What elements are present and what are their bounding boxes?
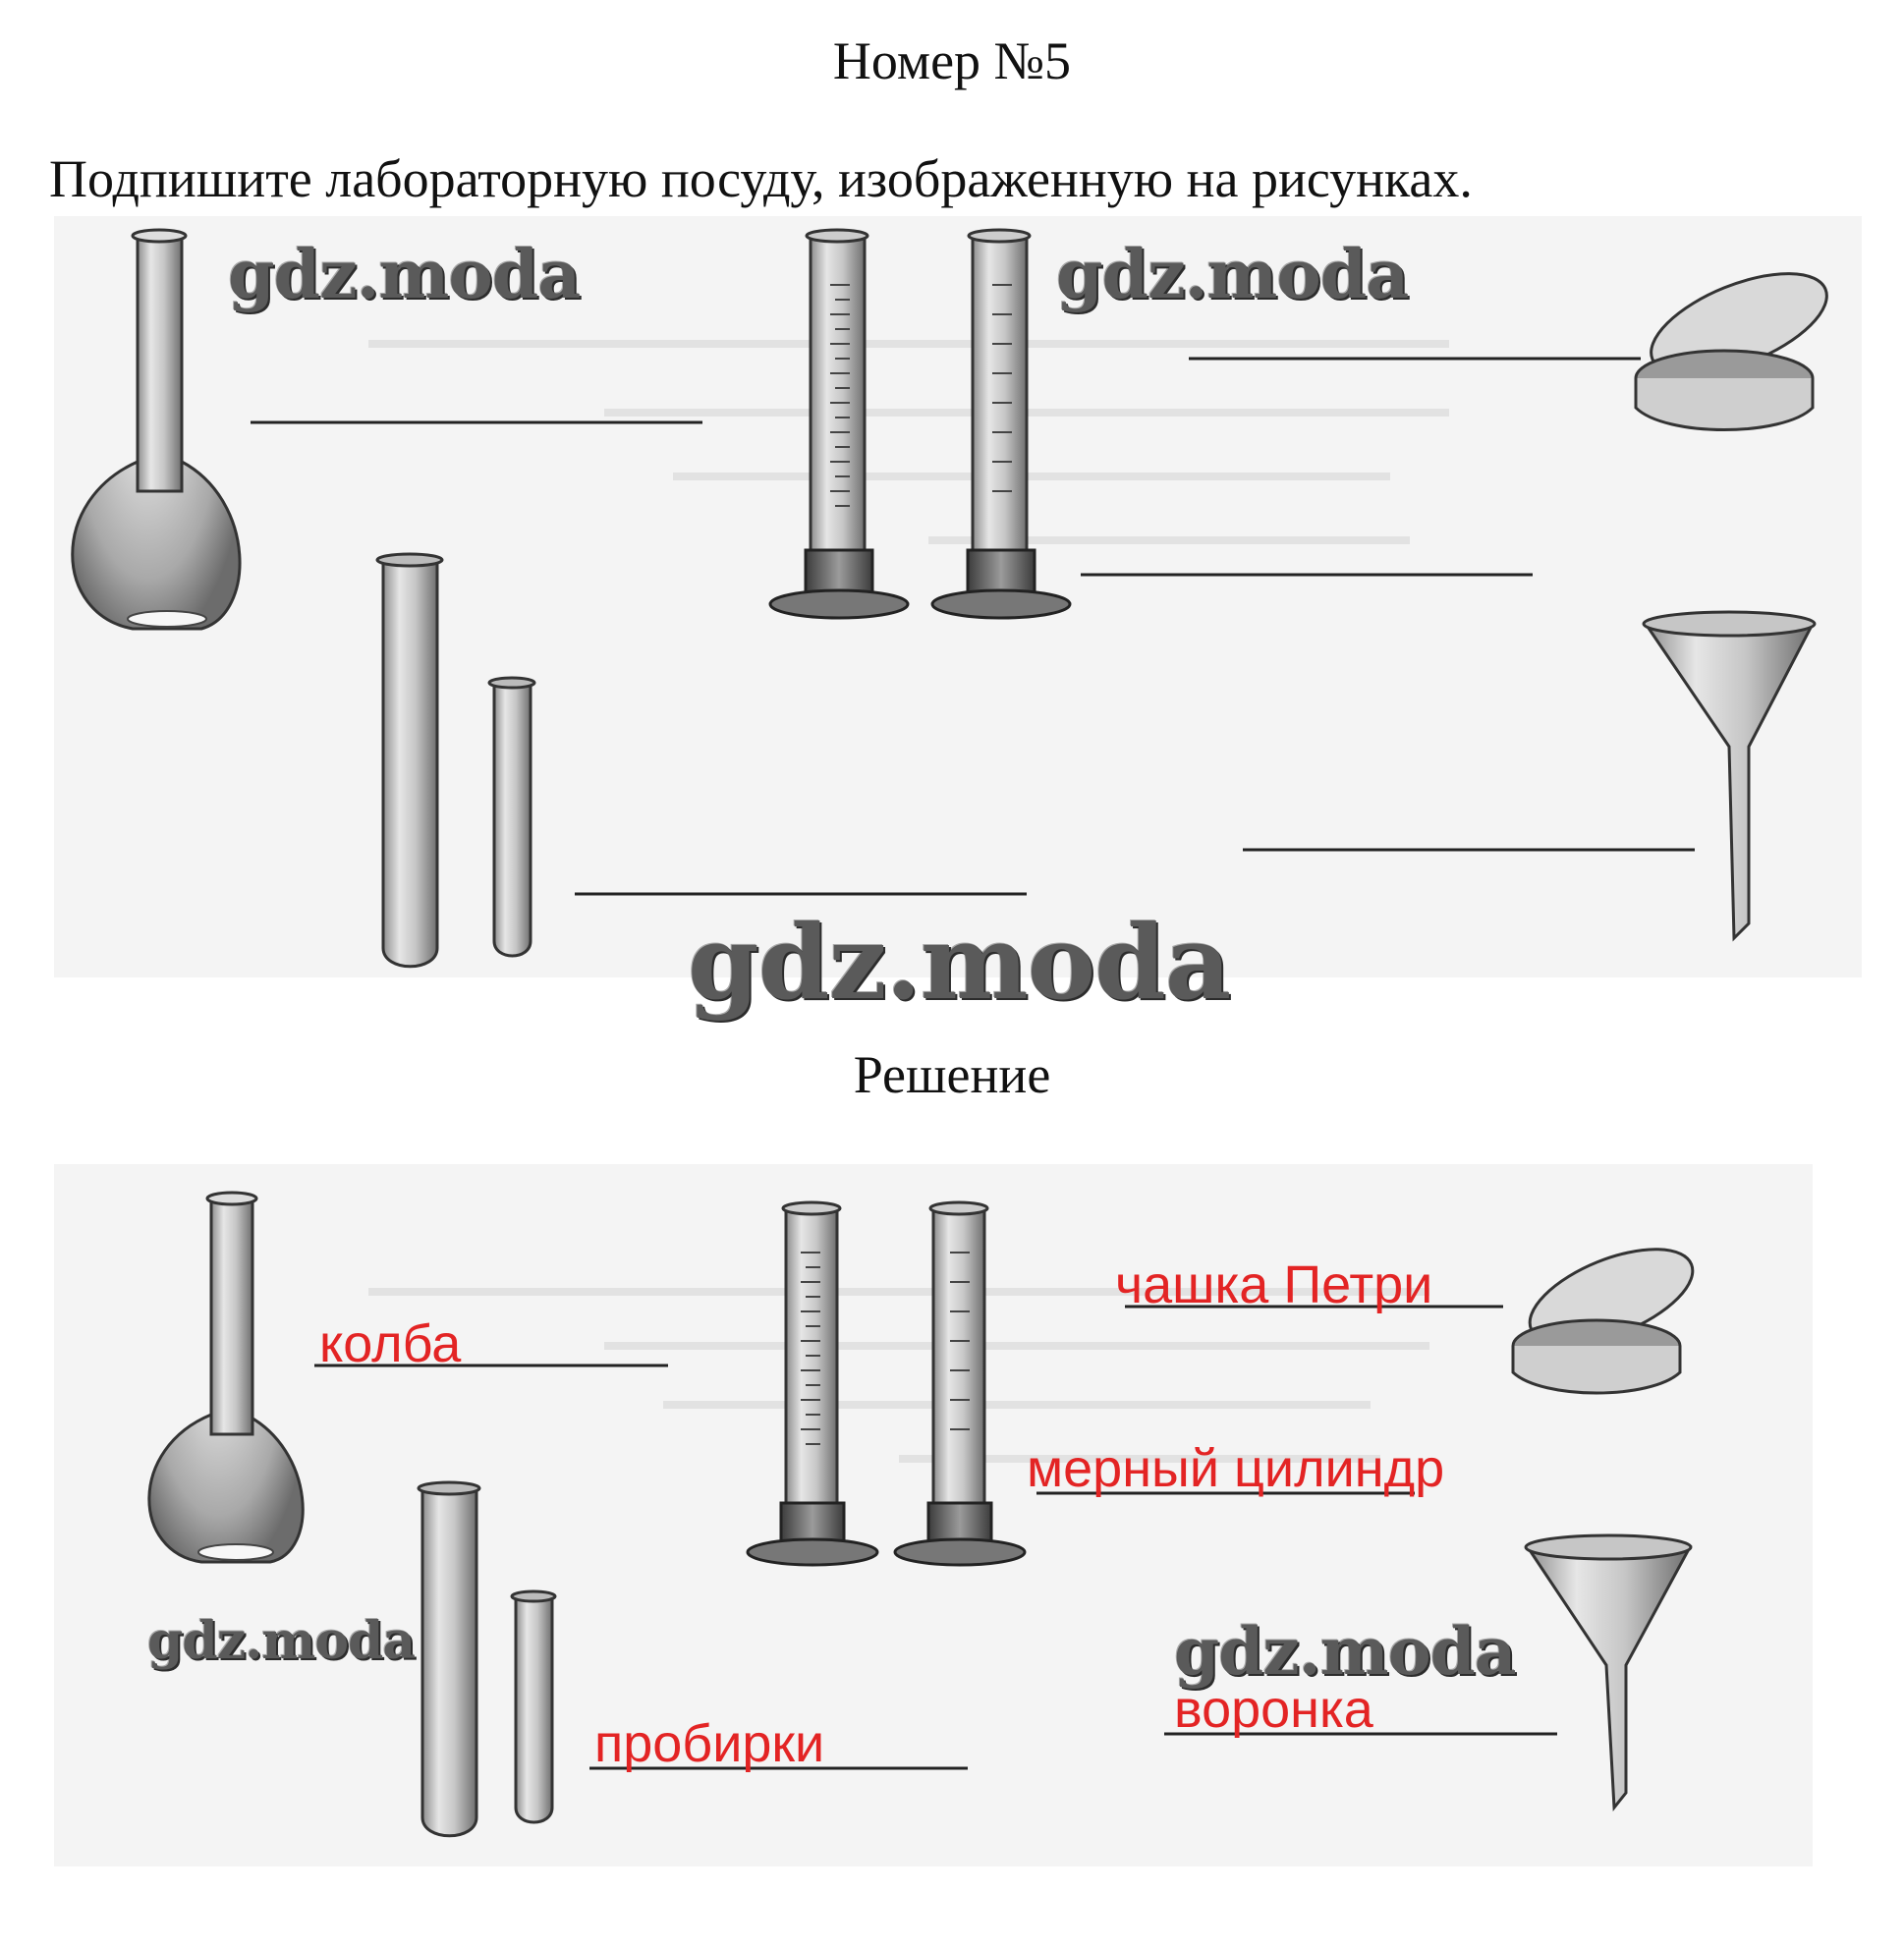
measuring-cylinder-icon — [748, 1202, 877, 1565]
answer-funnel: воронка — [1174, 1680, 1373, 1739]
watermark: gdz.moda — [1056, 236, 1409, 314]
watermark: gdz.moda — [228, 236, 581, 314]
watermark: gdz.moda — [688, 902, 1231, 1023]
measuring-cylinder-icon — [932, 230, 1070, 618]
answer-petri-dish: чашка Петри — [1115, 1255, 1433, 1314]
test-tube-icon — [512, 1591, 555, 1822]
measuring-cylinder-icon — [770, 230, 908, 618]
answer-flask: колба — [319, 1314, 462, 1373]
task-text: Подпишите лабораторную посуду, изображенную на рисунках. — [49, 149, 1473, 208]
funnel-icon — [1644, 612, 1815, 938]
measuring-cylinder-icon — [895, 1202, 1025, 1565]
watermark: gdz.moda — [147, 1611, 416, 1671]
test-tube-icon — [489, 678, 534, 956]
page-title: Номер №5 — [832, 31, 1072, 90]
task-figure — [54, 216, 1862, 977]
solution-title: Решение — [853, 1045, 1051, 1104]
answer-test-tubes: пробирки — [594, 1714, 825, 1773]
answer-measuring-cylinder: мерный цилиндр — [1027, 1439, 1445, 1498]
petri-dish-icon — [1513, 1230, 1706, 1393]
test-tube-icon — [377, 554, 442, 967]
funnel-icon — [1526, 1535, 1691, 1808]
test-tube-icon — [419, 1482, 479, 1836]
watermark: gdz.moda — [1174, 1613, 1516, 1690]
flask-icon — [149, 1193, 303, 1562]
solution-figure — [54, 1164, 1813, 1866]
flask-icon — [73, 230, 240, 629]
petri-dish-icon — [1636, 252, 1840, 429]
